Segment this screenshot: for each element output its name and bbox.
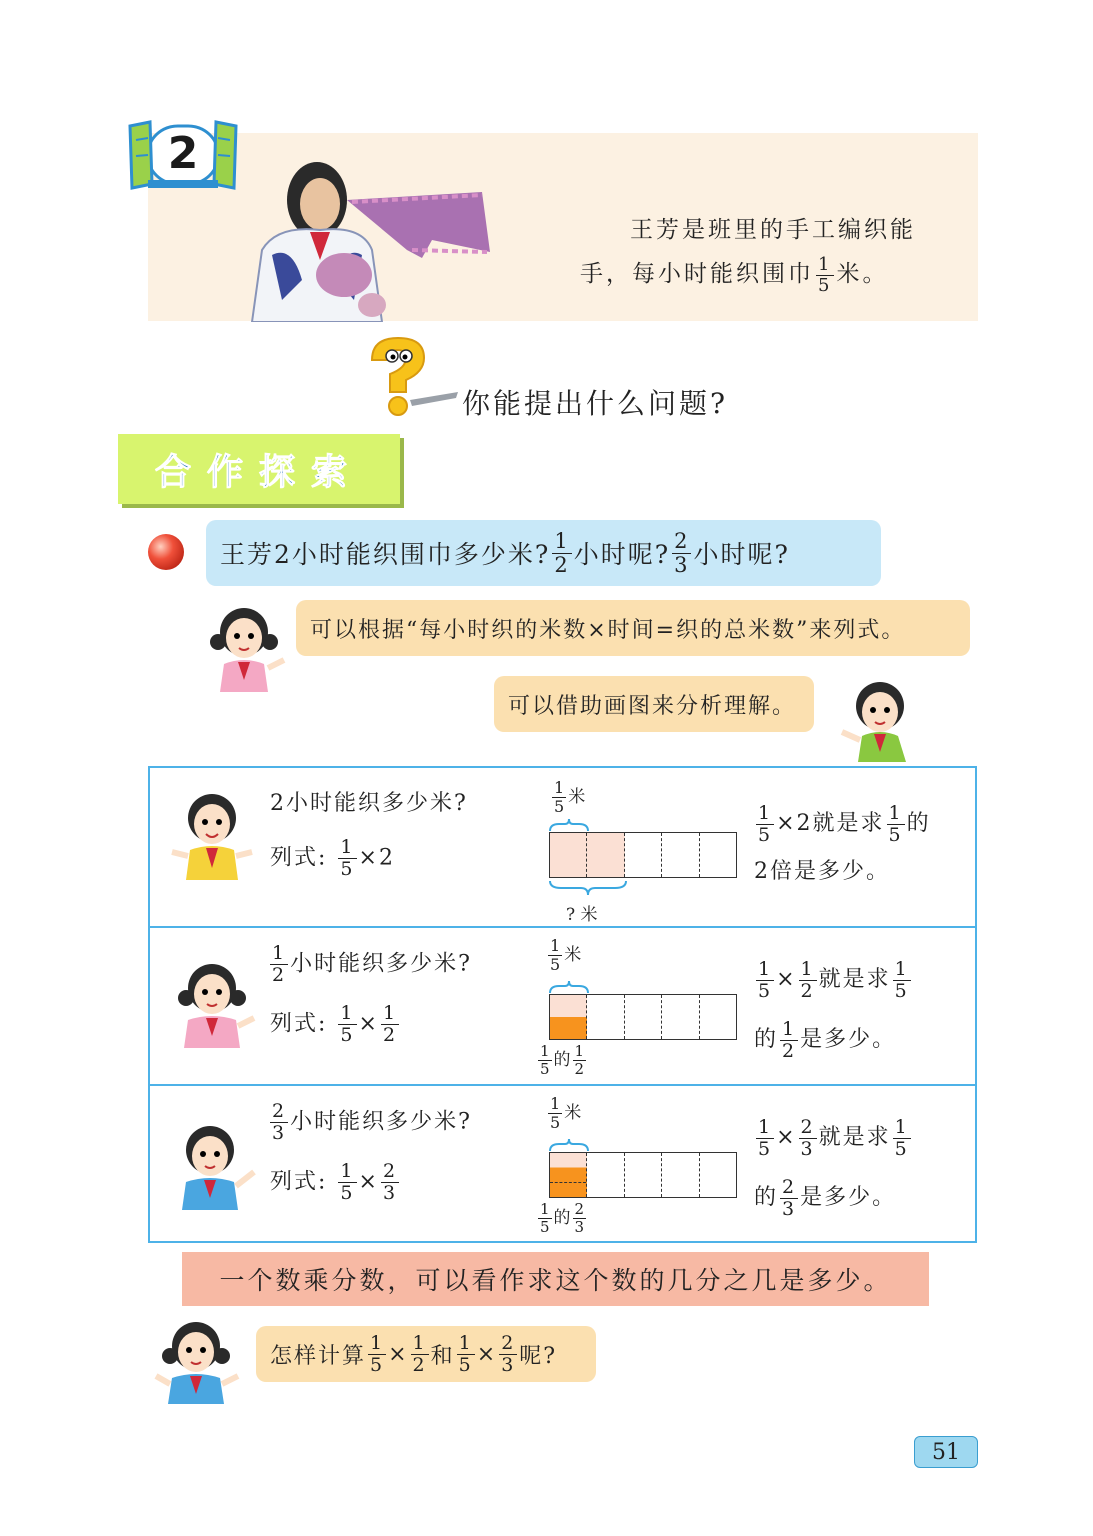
fraction-one-fifth: $\frac{1}{5}$: [894, 957, 909, 1002]
fraction-one-half: $\frac{1}{2}$: [272, 942, 287, 986]
bar-segment-two-thirds-filled: [550, 1153, 587, 1197]
row3-explanation: $\frac{1}{5}$ × $\frac{2}{3}$ 就是求 $\frac{1}{5}$ 的 $\frac{2}{3}$ 是多少。: [754, 1115, 909, 1220]
bar-segment: [700, 833, 736, 877]
fraction-one-fifth: $\frac{1}{5}$: [758, 957, 773, 1002]
row2-question: $\frac{1}{2}$ 小时能织多少米?: [272, 942, 472, 986]
row2-formula: 列式: $\frac{1}{5}$ × $\frac{1}{2}$: [270, 1002, 398, 1046]
fraction-one-fifth: $\frac{1}{5}$: [340, 836, 355, 880]
top-brace-icon: [549, 980, 589, 994]
fraction-one-half: $\frac{1}{2}$: [800, 957, 815, 1002]
bar-segment: [662, 995, 699, 1039]
fraction-one-half: $\frac{1}{2}$: [782, 1017, 797, 1062]
knitting-girl-photo: [232, 140, 502, 322]
fraction-one-fifth: $\frac{1}{5}$: [340, 1160, 355, 1204]
fraction-one-half: $\frac{1}{2}$: [382, 1002, 398, 1046]
page-number: 51: [914, 1436, 978, 1468]
row1-bar-diagram: [549, 832, 737, 878]
row2-bottom-label: $\frac{1}{5}$ 的 $\frac{1}{2}$: [540, 1042, 585, 1078]
row1-formula: 列式: $\frac{1}{5}$ ×2: [270, 836, 395, 880]
top-brace-icon: [549, 1138, 589, 1152]
fraction-two-thirds: $\frac{2}{3}$: [800, 1115, 815, 1160]
row1-question: 2小时能织多少米?: [270, 791, 468, 816]
story-line-1: 王芳是班里的手工编织能: [630, 217, 916, 243]
fraction-one-fifth: $\frac{1}{5}$: [458, 1331, 473, 1376]
row1-top-label: $\frac{1}{5}$ 米: [554, 778, 586, 816]
row2-top-label: $\frac{1}{5}$ 米: [550, 936, 582, 974]
problem-number-badge: [128, 118, 238, 190]
bar-segment: [587, 995, 624, 1039]
row3-question: $\frac{2}{3}$ 小时能织多少米?: [272, 1100, 472, 1144]
row3-formula: 列式: $\frac{1}{5}$ × $\frac{2}{3}$: [270, 1160, 398, 1204]
fraction-one-fifth: $\frac{1}{5}$: [894, 1115, 909, 1160]
bar-segment: [625, 833, 662, 877]
example-row-1: [150, 768, 975, 928]
row2-bar-diagram: [549, 994, 737, 1040]
section-title: 合作探索: [118, 434, 400, 504]
row3-bottom-label: $\frac{1}{5}$ 的 $\frac{2}{3}$: [540, 1200, 585, 1236]
fraction-one-fifth: $\frac{1}{5}$: [818, 253, 833, 296]
fraction-one-half: $\frac{1}{2}$: [412, 1331, 427, 1376]
fraction-one-fifth: $\frac{1}{5}$: [370, 1331, 385, 1376]
example-row-3: [150, 1086, 975, 1243]
girl-character-icon: [170, 958, 260, 1048]
main-question: 王芳2小时能织围巾多少米? $\frac{1}{2}$ 小时呢? $\frac{2}{3}$ 小时呢?: [206, 520, 881, 586]
row1-bottom-label: ? 米: [566, 905, 598, 925]
bar-segment: [625, 995, 662, 1039]
bar-segment: [700, 995, 736, 1039]
boy-character-icon: [168, 1120, 258, 1210]
examples-table: [148, 766, 977, 1243]
boy-character-icon: [166, 788, 256, 880]
bottom-question-bubble: 怎样计算 $\frac{1}{5}$ × $\frac{1}{2}$ 和 $\frac{1}{5}$ × $\frac{2}{3}$ 呢?: [256, 1326, 596, 1382]
fraction-two-thirds: $\frac{2}{3}$: [782, 1175, 797, 1220]
bar-segment: [700, 1153, 736, 1197]
bar-segment: [662, 833, 699, 877]
bar-segment: [587, 1153, 624, 1197]
question-mark-icon: [360, 336, 460, 420]
fraction-one-fifth: $\frac{1}{5}$: [540, 1042, 550, 1078]
bar-segment-half-filled: [550, 995, 587, 1039]
bar-segment: [625, 1153, 662, 1197]
fraction-one-half: $\frac{1}{2}$: [554, 528, 570, 577]
fraction-one-fifth: $\frac{1}{5}$: [540, 1200, 550, 1236]
fraction-one-half: $\frac{1}{2}$: [574, 1042, 585, 1078]
story-line-2: 手，每小时能织围巾 $\frac{1}{5}$ 米。: [580, 253, 889, 296]
fraction-one-fifth: $\frac{1}{5}$: [340, 1002, 355, 1046]
girl-character-icon: [152, 1318, 242, 1404]
row3-top-label: $\frac{1}{5}$ 米: [550, 1094, 582, 1132]
fraction-two-thirds: $\frac{2}{3}$: [272, 1100, 287, 1144]
bar-segment: [662, 1153, 699, 1197]
fraction-one-fifth: $\frac{1}{5}$: [758, 801, 773, 846]
boy-character-icon: [836, 676, 920, 762]
fraction-one-fifth: $\frac{1}{5}$: [758, 1115, 773, 1160]
fraction-two-thirds: $\frac{2}{3}$: [382, 1160, 398, 1204]
fraction-one-fifth: $\frac{1}{5}$: [550, 936, 561, 974]
row1-explanation: $\frac{1}{5}$ ×2就是求 $\frac{1}{5}$ 的 2倍是多少。: [754, 801, 931, 884]
bottom-brace-icon: [549, 880, 627, 896]
red-ball-icon: [146, 532, 186, 572]
example-row-2: [150, 928, 975, 1086]
fraction-one-fifth: $\frac{1}{5}$: [888, 801, 903, 846]
fraction-two-thirds: $\frac{2}{3}$: [501, 1331, 516, 1376]
fraction-two-thirds: $\frac{2}{3}$: [574, 1200, 585, 1236]
top-brace-icon: [549, 818, 589, 832]
speech-bubble-boy: 可以借助画图来分析理解。: [494, 676, 814, 732]
problem-number: 2: [167, 128, 199, 179]
row2-explanation: $\frac{1}{5}$ × $\frac{1}{2}$ 就是求 $\frac{1}{5}$ 的 $\frac{1}{2}$ 是多少。: [754, 957, 909, 1062]
bar-segment-shaded: [587, 833, 624, 877]
fraction-one-fifth: $\frac{1}{5}$: [554, 778, 565, 816]
story-text: [580, 208, 950, 296]
row3-bar-diagram: [549, 1152, 737, 1198]
fraction-two-thirds: $\frac{2}{3}$: [674, 528, 690, 577]
bar-segment-shaded: [550, 833, 587, 877]
speech-bubble-girl: 可以根据“每小时织的米数×时间=织的总米数”来列式。: [296, 600, 970, 656]
girl-character-icon: [206, 598, 288, 692]
fraction-one-fifth: $\frac{1}{5}$: [550, 1094, 561, 1132]
rule-statement: 一个数乘分数，可以看作求这个数的几分之几是多少。: [182, 1252, 929, 1306]
question-prompt: 你能提出什么问题?: [462, 387, 729, 420]
